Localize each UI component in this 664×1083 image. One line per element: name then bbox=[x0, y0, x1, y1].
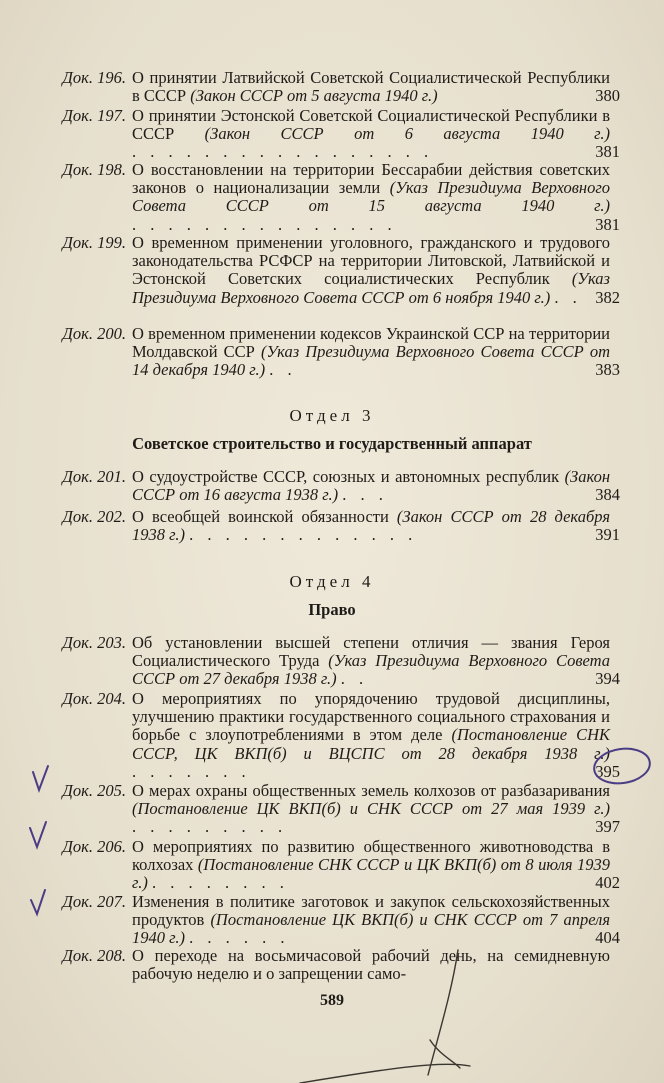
doc-page-number: 382 bbox=[595, 287, 620, 307]
doc-label: Док. 206. bbox=[62, 837, 126, 856]
section-subtitle: Право bbox=[308, 600, 356, 619]
doc-page-number: 384 bbox=[595, 485, 620, 505]
doc-page-number: 391 bbox=[595, 525, 620, 545]
doc-title: О мероприятиях по упорядочению трудовой дисциплины, улучшению практики государственного социального страхования и борьбе с злоупотреблениями в этом деле (Постановление СНК СССР, ЦК ВКП(б) и ВЦСПС от 28 декабря 1938 г.) . . . . . . . bbox=[132, 689, 610, 781]
doc-title: О восстановлении на территории Бессарабии действия советских законов о национализации земли (Указ Президиума Верховного Совета СССР от 15 августа 1940 г.) . . . . . . . . . . . . . . . bbox=[132, 160, 611, 234]
section-title: Отдел 4 bbox=[289, 572, 375, 591]
doc-title: О мероприятиях по развитию общественного животноводства в колхозах (Постановление СНК СССР и ЦК ВКП(б) от 8 июля 1939 г.) . . . . . . . . bbox=[132, 837, 610, 893]
doc-label: Док. 201. bbox=[62, 467, 126, 486]
pencil-stroke bbox=[428, 950, 458, 1075]
doc-label: Док. 196. bbox=[62, 68, 126, 87]
doc-page-number: 404 bbox=[595, 928, 620, 948]
pencil-stroke bbox=[300, 1064, 470, 1083]
doc-page-number: 383 bbox=[595, 360, 620, 380]
doc-title: О судоустройстве СССР, союзных и автономных республик (Закон СССР от 16 августа 1938 г.) . . . bbox=[132, 467, 611, 505]
doc-page-number: 381 bbox=[595, 142, 620, 162]
doc-label: Док. 200. bbox=[62, 324, 126, 343]
doc-title: О мерах охраны общественных земель колхозов от разбазаривания (Постановление ЦК ВКП(б) и СНК СССР от 27 мая 1939 г.) . . . . . . . . . bbox=[132, 781, 610, 837]
circle-mark-icon bbox=[592, 745, 652, 786]
check-mark-icon bbox=[33, 766, 48, 790]
doc-label: Док. 208. bbox=[62, 946, 126, 965]
doc-title: О принятии Эстонской Советской Социалистической Республики в СССР (Закон СССР от 6 августа 1940 г.) . . . . . . . . . . . . . . . . . bbox=[132, 106, 611, 162]
doc-page-number: 395 bbox=[595, 761, 620, 781]
section-title: Отдел 3 bbox=[289, 406, 375, 425]
check-mark-icon bbox=[30, 822, 46, 847]
doc-label: Док. 204. bbox=[62, 689, 126, 708]
page-number-footer: 589 bbox=[320, 992, 344, 1009]
doc-title: О переходе на восьмичасовой рабочий день, на семидневную рабочую неделю и о запрещении само- bbox=[132, 946, 610, 984]
doc-title: О принятии Латвийской Советской Социалистической Республики в СССР (Закон СССР от 5 августа 1940 г.) bbox=[132, 68, 610, 106]
doc-label: Док. 202. bbox=[62, 507, 126, 526]
doc-label: Док. 207. bbox=[62, 892, 126, 911]
doc-page-number: 394 bbox=[595, 669, 620, 689]
doc-label: Док. 197. bbox=[62, 106, 126, 125]
doc-label: Док. 203. bbox=[62, 633, 126, 652]
check-mark-icon bbox=[31, 890, 45, 914]
doc-title: О временном применении кодексов Украинской ССР на территории Молдавской ССР (Указ Президиума Верховного Совета СССР от 14 декабря 1940 г.) . . bbox=[132, 324, 610, 380]
section-subtitle: Советское строительство и государственный аппарат bbox=[132, 434, 532, 453]
doc-label: Док. 198. bbox=[62, 160, 126, 179]
doc-page-number: 397 bbox=[595, 817, 620, 837]
doc-title: О всеобщей воинской обязанности (Закон СССР от 28 декабря 1938 г.) . . . . . . . . . . . . . bbox=[132, 507, 610, 545]
doc-title: Об установлении высшей степени отличия — звания Героя Социалистического Труда (Указ Президиума Верховного Совета СССР от 27 декабря 1938 г.) . . bbox=[132, 633, 611, 689]
doc-title: Изменения в политике заготовок и закупок сельскохозяйственных продуктов (Постановление ЦК ВКП(б) и СНК СССР от 7 апреля 1940 г.) . . . . . . bbox=[132, 892, 611, 948]
doc-label: Док. 205. bbox=[62, 781, 126, 800]
doc-title: О временном применении уголовного, гражданского и трудового законодательства РСФСР на территории Литовской, Латвийской и Эстонской Советских социалистических Республик (Указ Президиума Верховного Совета СССР от 6 ноября 1940 г.) . . bbox=[132, 233, 610, 307]
doc-page-number: 402 bbox=[595, 873, 620, 893]
doc-label: Док. 199. bbox=[62, 233, 126, 252]
doc-page-number: 380 bbox=[595, 86, 620, 106]
doc-page-number: 381 bbox=[595, 214, 620, 234]
